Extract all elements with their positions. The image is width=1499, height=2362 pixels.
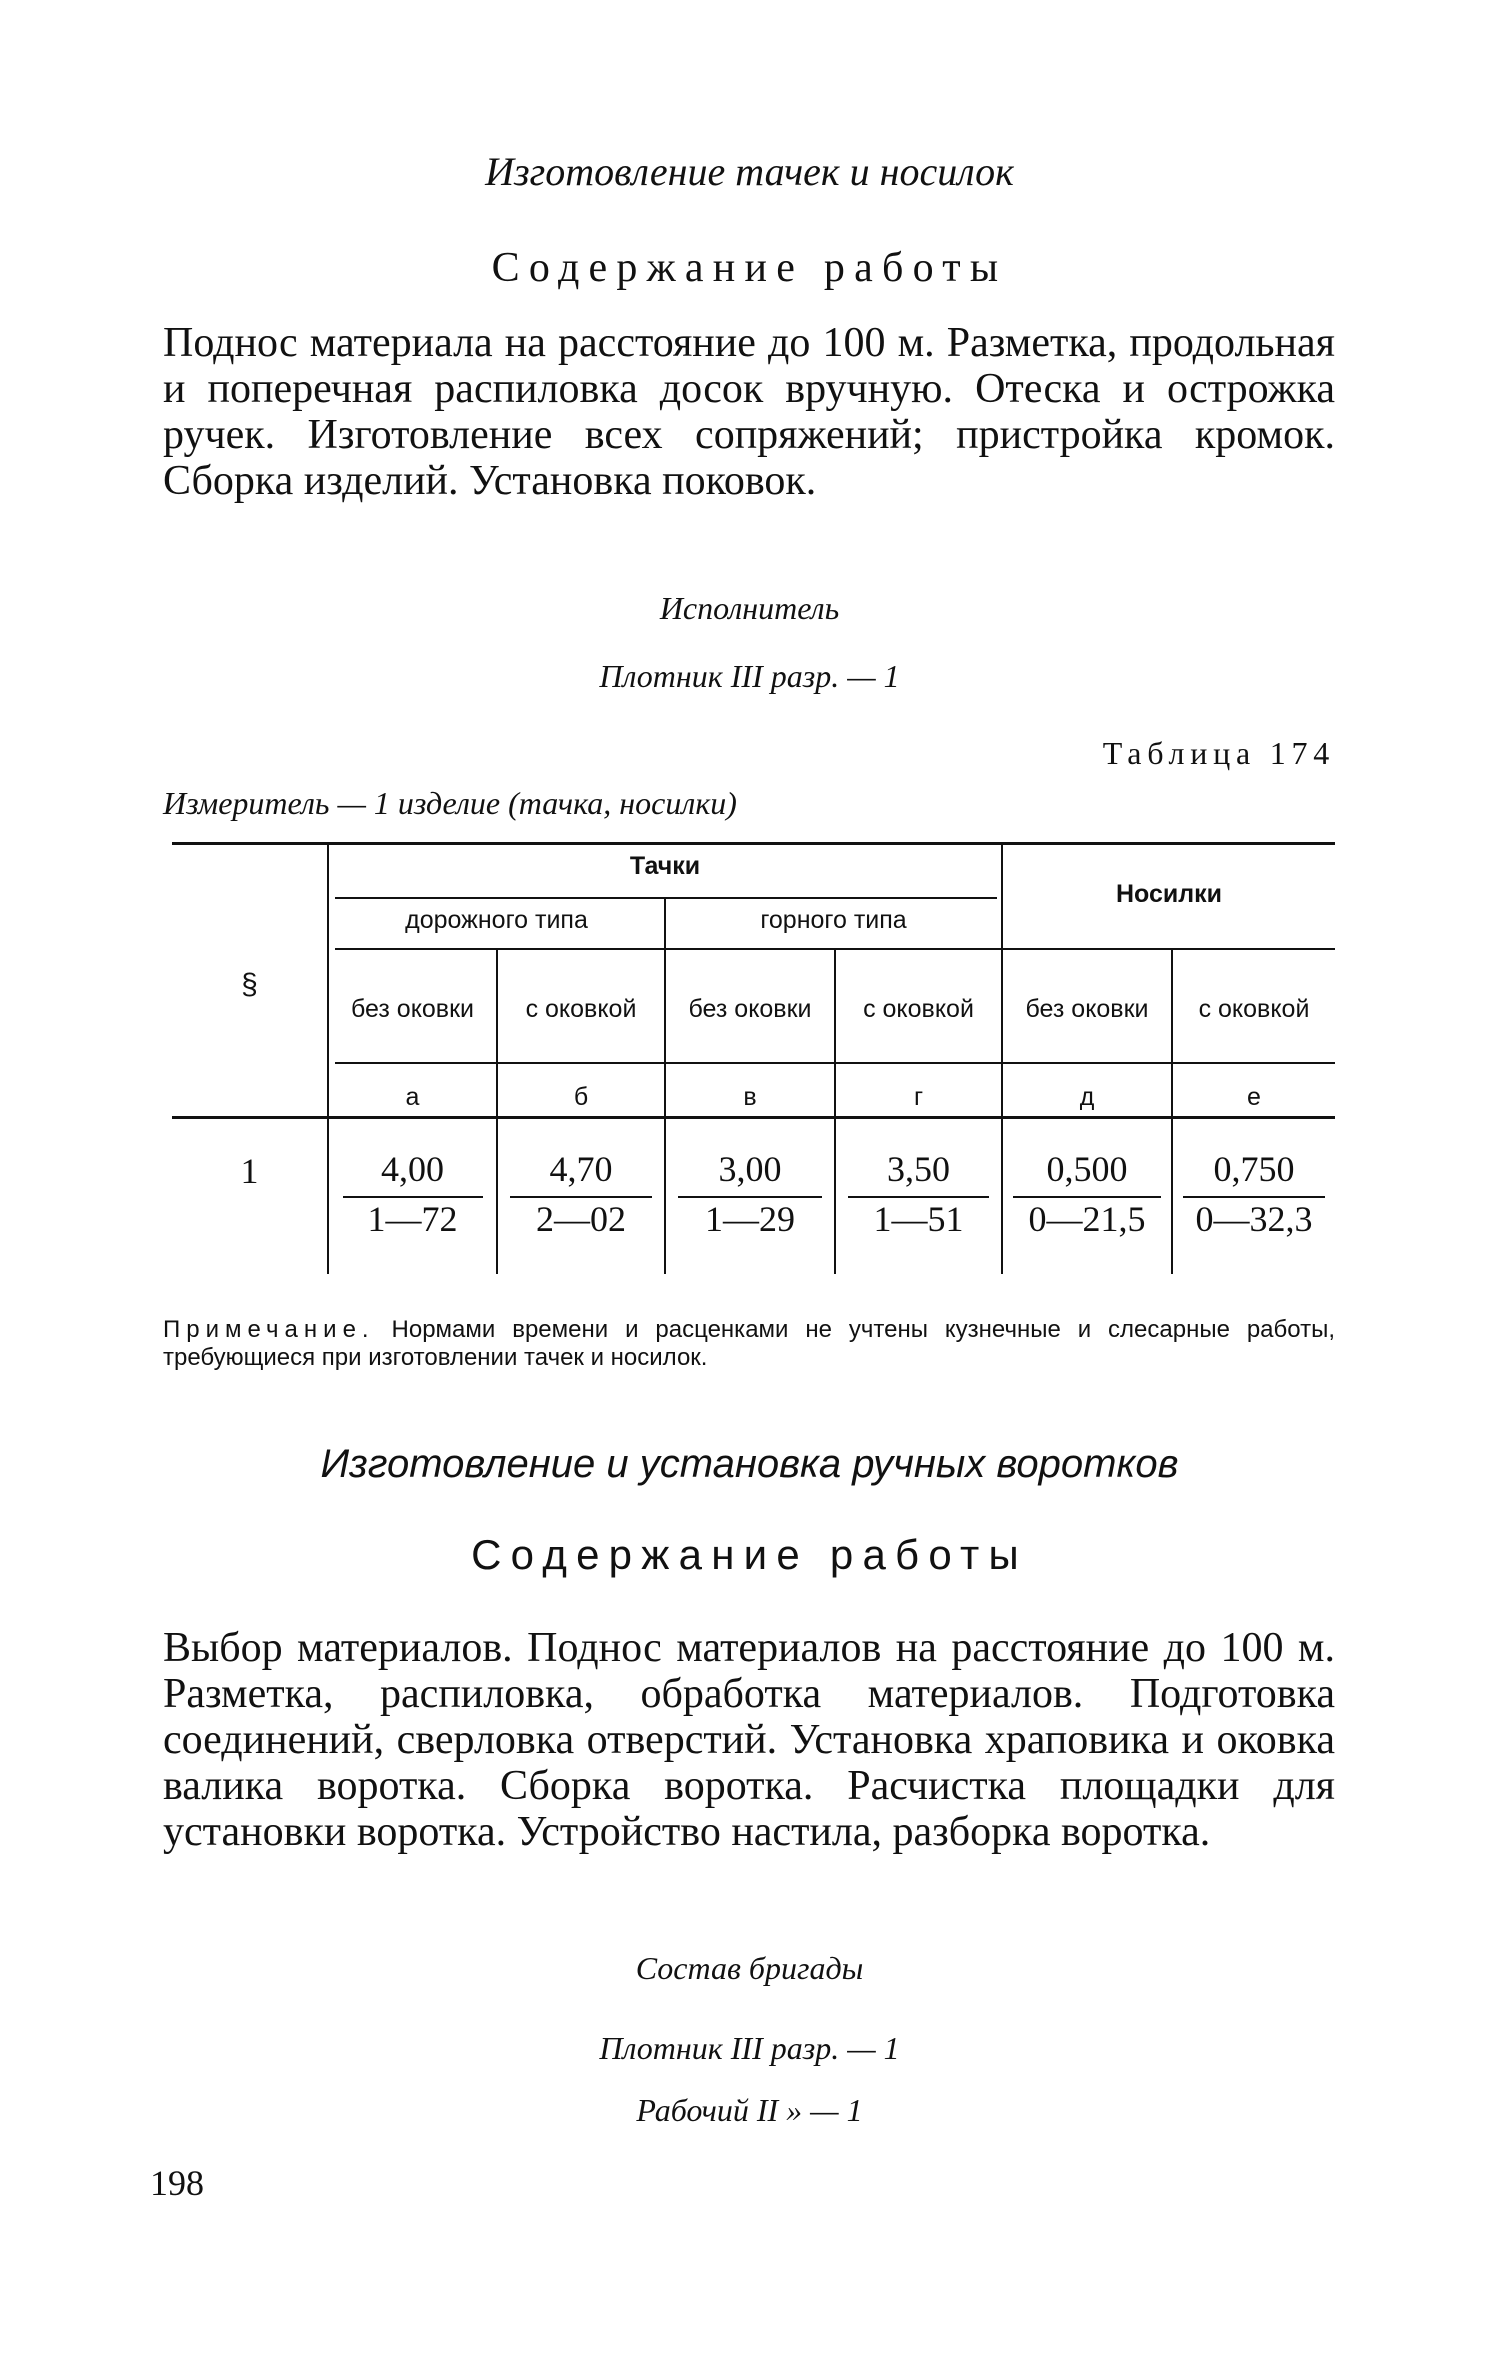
- norm-d: 0,500: [1046, 1149, 1128, 1189]
- header-col-d: без оковки: [1025, 995, 1149, 1023]
- letter-d: д: [1079, 1083, 1095, 1111]
- note-text: Нормами времени и расценками не учтены кузнечные и слесарные работы, требующиеся при изготовлении тачек и носилок.: [163, 1316, 1336, 1371]
- header-road-type: дорожного типа: [405, 906, 588, 934]
- letter-g: г: [913, 1083, 924, 1111]
- header-col-b: с оковкой: [525, 995, 637, 1023]
- section-title: Изготовление тачек и носилок: [485, 149, 1014, 194]
- header-col-g: с оковкой: [863, 995, 974, 1023]
- crew-member-2: Рабочий II » — 1: [636, 2092, 863, 2128]
- table-note: [163, 1316, 1335, 1372]
- header-col-v: без оковки: [688, 995, 812, 1023]
- section2-title: Изготовление и установка ручных воротков: [320, 1442, 1179, 1486]
- header-col-e: с оковкой: [1198, 995, 1310, 1023]
- letter-v: в: [743, 1083, 757, 1111]
- norm-g: 3,50: [887, 1149, 950, 1189]
- table-measure: Измеритель — 1 изделие (тачка, носилки): [163, 785, 737, 821]
- letter-b: б: [573, 1083, 589, 1111]
- header-nosilki: Носилки: [1115, 880, 1223, 908]
- table-top-rule: [172, 842, 1335, 845]
- header-mountain-type: горного типа: [760, 906, 907, 934]
- rate-e: 0—32,3: [1195, 1199, 1313, 1239]
- letter-a: а: [405, 1083, 420, 1111]
- table-label: Таблица 174: [1102, 735, 1335, 771]
- page-number: 198: [150, 2163, 204, 2203]
- section2-subtitle: Содержание работы: [471, 1531, 1028, 1578]
- letter-e: е: [1247, 1083, 1261, 1111]
- work-description-2: Выбор материалов. Поднос материалов на расстояние до 100 м. Разметка, распиловка, обработка материалов. Подготовка соединений, сверловка отверстий. Установка храповика и оковка валика воротка. Сборка воротка. Расчистка площадки для установки воротка. Устройство настила, разборка воротка.: [163, 1625, 1335, 1855]
- row-section-number: 1: [240, 1151, 259, 1191]
- norm-b: 4,70: [549, 1149, 613, 1189]
- header-bottom-rule: [172, 1116, 1335, 1119]
- rate-d: 0—21,5: [1028, 1199, 1146, 1239]
- header-tachki: Тачки: [629, 852, 701, 880]
- section-subtitle: Содержание работы: [491, 245, 1008, 291]
- rate-v: 1—29: [705, 1199, 795, 1239]
- header-col-a: без оковки: [350, 995, 474, 1023]
- norm-a: 4,00: [381, 1149, 444, 1189]
- performer: Плотник III разр. — 1: [599, 658, 900, 694]
- norm-e: 0,750: [1213, 1149, 1295, 1189]
- rate-a: 1—72: [367, 1199, 458, 1239]
- header-section: §: [241, 968, 258, 1001]
- rate-b: 2—02: [536, 1199, 626, 1239]
- norm-v: 3,00: [718, 1149, 782, 1189]
- work-description: Поднос материала на расстояние до 100 м. Разметка, продольная и поперечная распиловка досок вручную. Отеска и острожка ручек. Изготовление всех сопряжений; пристройка кромок. Сборка изделий. Установка поковок.: [163, 320, 1335, 504]
- rule-tachki: [335, 897, 997, 899]
- crew-member-1: Плотник III разр. — 1: [599, 2030, 900, 2066]
- note-lead: Примечание.: [163, 1316, 375, 1343]
- performer-heading: Исполнитель: [659, 590, 840, 626]
- crew-heading: Состав бригады: [635, 1950, 864, 1986]
- rate-g: 1—51: [873, 1199, 964, 1239]
